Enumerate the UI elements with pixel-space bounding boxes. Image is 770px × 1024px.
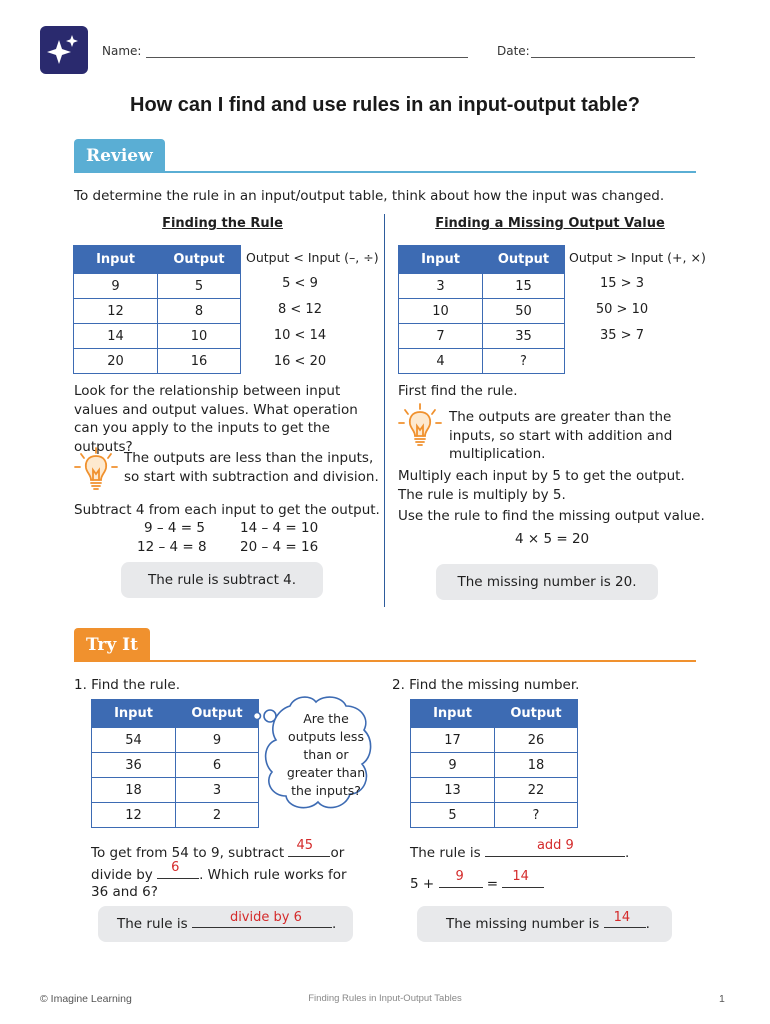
equation: 9 – 4 = 5: [144, 520, 205, 536]
table-header: Output: [483, 246, 565, 274]
table-row: [411, 753, 578, 778]
page-title: How can I find and use rules in an input-output table?: [130, 94, 640, 116]
q2-text: =: [486, 876, 499, 892]
q1-blank-subtract[interactable]: [288, 838, 330, 857]
table-cell: 9: [176, 728, 259, 753]
table-cell: 50: [483, 299, 565, 324]
q2-rule-blank[interactable]: [485, 838, 625, 857]
q1-blank-divide[interactable]: [157, 860, 199, 879]
right-heading: Finding a Missing Output Value: [435, 216, 665, 231]
left-compare: 16 < 20: [273, 354, 327, 369]
q1-table: [91, 699, 259, 828]
left-tip: The outputs are less than the inputs, so start with subtraction and division.: [124, 450, 379, 485]
table-header: Input: [74, 246, 158, 274]
left-compare: 5 < 9: [282, 276, 318, 291]
table-row: [92, 728, 259, 753]
review-tab: Review: [74, 139, 165, 173]
q1-text: To get from 54 to 9, subtract: [91, 845, 285, 861]
table-cell: 36: [92, 753, 176, 778]
q2-rule-line: [410, 838, 670, 863]
q1-result-suffix: .: [331, 916, 337, 932]
table-cell: 2: [176, 803, 259, 828]
table-header: Output: [158, 246, 241, 274]
table-cell: 22: [495, 778, 578, 803]
handwritten-answer: 6: [171, 860, 180, 875]
q1-line-1: [91, 838, 371, 863]
q2-eq-blank-1[interactable]: [439, 869, 483, 888]
q2-result-label: The missing number is: [446, 916, 600, 932]
right-compare-header: Output > Input (+, ×): [569, 250, 706, 265]
tryit-divider: [74, 660, 696, 662]
table-header: Input: [92, 700, 176, 728]
equation: 14 – 4 = 10: [240, 520, 319, 536]
right-compare: 15 > 3: [600, 276, 644, 291]
thought-text: Are the outputs less than or greater than the inputs?: [286, 711, 366, 798]
review-right-table: [398, 245, 565, 374]
q2-text: .: [624, 845, 630, 861]
q2-result-suffix: .: [645, 916, 650, 932]
q1-text: divide by: [91, 867, 153, 883]
table-cell: 6: [176, 753, 259, 778]
q2-text: The rule is: [410, 845, 481, 861]
table-row: [74, 349, 241, 374]
table-cell: 17: [411, 728, 495, 753]
q1-result: [98, 906, 353, 942]
table-cell: ?: [495, 803, 578, 828]
table-row: [411, 778, 578, 803]
logo: [40, 26, 88, 74]
q2-equation-line: [410, 869, 670, 894]
q1-line-2: [91, 860, 371, 885]
table-row: [92, 778, 259, 803]
q1-text: or: [330, 845, 345, 861]
q1-result-blank[interactable]: [192, 910, 332, 928]
table-cell: 3: [176, 778, 259, 803]
name-label: Name:: [102, 44, 142, 58]
equation: 4 × 5 = 20: [515, 531, 590, 547]
left-compare-header: Output < Input (–, ÷): [246, 250, 379, 265]
right-rule: The rule is multiply by 5.: [398, 487, 566, 503]
equation: 12 – 4 = 8: [137, 539, 207, 555]
review-left-table: [73, 245, 241, 374]
table-row: [92, 803, 259, 828]
table-cell: 26: [495, 728, 578, 753]
footer-page-number: 1: [719, 993, 725, 1005]
table-cell: 13: [411, 778, 495, 803]
table-cell: 12: [74, 299, 158, 324]
right-tip: The outputs are greater than the inputs, so start with addition and multiplication.: [449, 409, 673, 462]
table-cell: ?: [483, 349, 565, 374]
right-compare: 50 > 10: [595, 302, 649, 317]
table-row: [92, 753, 259, 778]
left-compare: 10 < 14: [273, 328, 327, 343]
table-cell: 5: [158, 274, 241, 299]
table-cell: 5: [411, 803, 495, 828]
footer-copyright: © Imagine Learning: [40, 993, 132, 1005]
handwritten-answer: add 9: [536, 838, 574, 853]
table-cell: 10: [399, 299, 483, 324]
lightbulb-icon: [72, 446, 120, 494]
q1-result-label: The rule is: [117, 916, 188, 932]
review-divider: [74, 171, 696, 173]
table-cell: 18: [495, 753, 578, 778]
table-cell: 3: [399, 274, 483, 299]
table-cell: 9: [411, 753, 495, 778]
left-step: Subtract 4 from each input to get the output.: [74, 502, 380, 518]
date-label: Date:: [497, 44, 530, 58]
table-row: [399, 324, 565, 349]
table-row: [411, 803, 578, 828]
table-row: [399, 349, 565, 374]
lightbulb-icon: [396, 402, 444, 450]
column-divider: [384, 214, 385, 607]
table-row: [399, 299, 565, 324]
table-cell: 15: [483, 274, 565, 299]
table-cell: 14: [74, 324, 158, 349]
table-cell: 35: [483, 324, 565, 349]
table-header: Input: [411, 700, 495, 728]
table-cell: 10: [158, 324, 241, 349]
q2-text: 5 +: [410, 876, 435, 892]
left-heading: Finding the Rule: [162, 216, 283, 231]
name-field[interactable]: [146, 57, 468, 58]
table-cell: 4: [399, 349, 483, 374]
table-row: [74, 299, 241, 324]
q2-prompt: 2. Find the missing number.: [392, 677, 580, 693]
handwritten-answer: 14: [512, 869, 529, 884]
left-result: The rule is subtract 4.: [121, 562, 323, 598]
table-header: Output: [176, 700, 259, 728]
table-cell: 9: [74, 274, 158, 299]
table-cell: 8: [158, 299, 241, 324]
date-field[interactable]: [531, 57, 695, 58]
handwritten-answer: 14: [613, 910, 631, 925]
table-row: [411, 728, 578, 753]
table-header: Input: [399, 246, 483, 274]
table-cell: 7: [399, 324, 483, 349]
q2-result: [417, 906, 672, 942]
table-row: [74, 274, 241, 299]
table-header: Output: [495, 700, 578, 728]
right-result: The missing number is 20.: [436, 564, 658, 600]
table-row: [74, 324, 241, 349]
handwritten-answer: divide by 6: [229, 910, 302, 925]
table-row: [399, 274, 565, 299]
table-cell: 12: [92, 803, 176, 828]
table-cell: 20: [74, 349, 158, 374]
q2-eq-blank-2[interactable]: [502, 869, 544, 888]
q1-text: . Which rule works for: [199, 867, 347, 883]
table-cell: 54: [92, 728, 176, 753]
equation: 20 – 4 = 16: [240, 539, 319, 555]
q1-text: 36 and 6?: [91, 884, 158, 900]
right-use: Use the rule to find the missing output value.: [398, 508, 705, 524]
q2-result-blank[interactable]: [604, 910, 646, 928]
tryit-tab: Try It: [74, 628, 150, 662]
sparkle-icon: [40, 26, 88, 74]
footer-doc-title: Finding Rules in Input-Output Tables: [308, 993, 462, 1004]
right-compare: 35 > 7: [600, 328, 644, 343]
left-compare: 8 < 12: [278, 302, 322, 317]
q2-table: [410, 699, 578, 828]
handwritten-answer: 45: [296, 838, 313, 853]
q1-prompt: 1. Find the rule.: [74, 677, 181, 693]
table-cell: 18: [92, 778, 176, 803]
table-cell: 16: [158, 349, 241, 374]
left-paragraph: Look for the relationship between input values and output values. What operation can you apply to the inputs to get the outputs?: [74, 383, 358, 455]
right-multiply: Multiply each input by 5 to get the output.: [398, 468, 685, 484]
right-first: First find the rule.: [398, 383, 518, 399]
handwritten-answer: 9: [455, 869, 464, 884]
review-intro: To determine the rule in an input/output table, think about how the input was changed.: [74, 188, 665, 204]
